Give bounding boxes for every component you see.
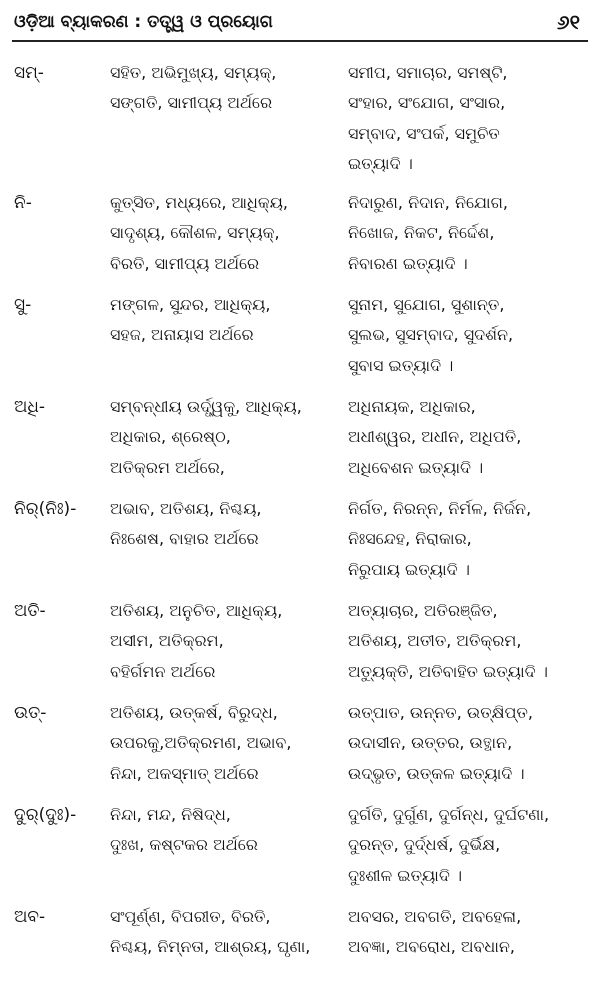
example-line: ନିଖୋଜ, ନିକଟ, ନିର୍ଦ୍ଦେଶ, — [348, 223, 495, 243]
example-line: ଉତ୍ପାତ, ଉନ୍ନତ, ଉତ୍କ୍ଷିପ୍ତ, — [348, 703, 534, 722]
prefix-term: ନି- — [14, 193, 32, 213]
meaning-column — [110, 58, 342, 119]
meaning-column — [110, 290, 342, 351]
prefix-term: ଅତି- — [14, 601, 46, 621]
meaning-line: ବହିର୍ଗମନ ଅର୍ଥରେ — [110, 661, 216, 681]
prefix-term: ସୁ- — [14, 295, 32, 315]
meaning-column — [110, 902, 342, 963]
meaning-line: ସଂପୂର୍ଣ୍ଣ, ବିପରୀତ, ବିରତି, — [110, 907, 271, 926]
meaning-line: ନିନ୍ଦା, ଅକସ୍ମାତ୍ ଅର୍ଥରେ — [110, 763, 259, 783]
example-line: ଉଦ୍ଭୃତ, ଉତ୍କଳ ଇତ୍ୟାଦି । — [348, 763, 525, 783]
meaning-line: ଅଭାବ, ଅତିଶୟ, ନିଶ୍ଚୟ, — [110, 499, 262, 518]
example-line: ସୁନାମ, ସୁଯୋଗ, ସୁଶାନ୍ତ, — [348, 295, 505, 314]
meaning-column — [110, 800, 342, 861]
example-line: ଅବଜ୍ଞା, ଅବରୋଧ, ଅବଧାନ, — [348, 937, 516, 957]
meaning-line: ସାଦୃଶ୍ୟ, କୌଶଳ, ସମ୍ୟକ୍, — [110, 223, 280, 243]
examples-column — [348, 800, 594, 891]
meaning-line: ଅତିକ୍ରମ ଅର୍ଥରେ, — [110, 457, 225, 477]
example-line: ଅତିଶୟ, ଅତୀତ, ଅତିକ୍ରମ, — [348, 631, 522, 651]
example-line: ଦୁଃଶୀଳ ଇତ୍ୟାଦି । — [348, 865, 463, 885]
prefix-term: ଅବ- — [14, 907, 46, 927]
example-line: ସମୀପ, ସମାଚାର, ସମଷ୍ଟି, — [348, 63, 508, 82]
example-line: ଉଦାସୀନ, ଉତ୍ତର, ଉତ୍ଥାନ, — [348, 733, 513, 753]
example-line: ନିବାରଣ ଇତ୍ୟାଦି । — [348, 253, 468, 273]
meaning-column — [110, 392, 342, 483]
example-line: ଅଧିନାୟକ, ଅଧିକାର, — [348, 397, 476, 416]
examples-column — [348, 58, 594, 179]
meaning-line: ସଙ୍ଗତି, ସାମୀପ୍ୟ ଅର୍ଥରେ — [110, 93, 273, 113]
prefix-term: ଅଧି- — [14, 397, 46, 417]
meaning-line: ବିରତି, ସାମୀପ୍ୟ ଅର୍ଥରେ — [110, 253, 260, 273]
book-title: ଓଡ଼ିଆ ବ୍ୟାକରଣ : ତତ୍ତ୍ୱ ଓ ପ୍ରୟୋଗ — [14, 12, 273, 32]
meaning-line: ସହିତ, ଅଭିମୁଖ୍ୟ, ସମ୍ୟକ୍, — [110, 63, 277, 82]
example-line: ଇତ୍ୟାଦି । — [348, 153, 413, 173]
meaning-column — [110, 698, 342, 789]
page-number: ୬୧ — [557, 10, 580, 34]
prefix-term: ନିର୍(ନିଃ)- — [14, 499, 77, 519]
examples-column — [348, 596, 594, 687]
meaning-line: ନିନ୍ଦା, ମନ୍ଦ, ନିଷିଦ୍ଧ, — [110, 805, 231, 824]
prefix-term: ସମ୍- — [14, 63, 44, 83]
header-rule — [12, 40, 588, 42]
running-header — [14, 10, 586, 40]
example-line: ସୁବାସ ଇତ୍ୟାଦି । — [348, 355, 454, 375]
example-line: ଅବସର, ଅବଗତି, ଅବହେଳା, — [348, 907, 522, 926]
examples-column — [348, 188, 594, 279]
example-line: ଦୁର୍ଗତି, ଦୁର୍ଗୁଣ, ଦୁର୍ଗନ୍ଧ, ଦୁର୍ଘଟଣା, — [348, 805, 550, 824]
examples-column — [348, 698, 594, 789]
prefix-term: ଉତ୍- — [14, 703, 47, 723]
meaning-line: ଅତିଶୟ, ଉତ୍କର୍ଷ, ବିରୁଦ୍ଧ, — [110, 703, 278, 722]
meaning-line: କୁତ୍ସିତ, ମଧ୍ୟରେ, ଆଧିକ୍ୟ, — [110, 193, 288, 212]
meaning-line: ମଙ୍ଗଳ, ସୁନ୍ଦର, ଆଧିକ୍ୟ, — [110, 295, 271, 314]
example-line: ନିରୁପାୟ ଇତ୍ୟାଦି । — [348, 559, 470, 579]
examples-column — [348, 494, 594, 585]
example-line: ଅତ୍ୟାଚାର, ଅତିରଞ୍ଜିତ, — [348, 601, 498, 620]
examples-column — [348, 290, 594, 381]
example-line: ନିଦାରୁଣ, ନିଦାନ, ନିଯୋଗ, — [348, 193, 508, 212]
example-line: ଦୁରନ୍ତ, ଦୁର୍ଦ୍ଧର୍ଷ, ଦୁର୍ଭିକ୍ଷ, — [348, 835, 501, 855]
example-line: ସମ୍ବାଦ, ସଂପର୍କ, ସମୁଚିତ — [348, 123, 500, 143]
examples-column — [348, 902, 594, 963]
meaning-column — [110, 494, 342, 555]
meaning-line: ଦୁଃଖ, କଷ୍ଟକର ଅର୍ଥରେ — [110, 835, 258, 855]
example-line: ସଂହାର, ସଂଯୋଗ, ସଂସାର, — [348, 93, 506, 113]
meaning-line: ଅତିଶୟ, ଅନୁଚିତ, ଆଧିକ୍ୟ, — [110, 601, 283, 620]
example-line: ଅତ୍ୟୁକ୍ତି, ଅତିବାହିତ ଇତ୍ୟାଦି । — [348, 661, 548, 681]
example-line: ନିର୍ଗତ, ନିରନ୍ନ, ନିର୍ମଳ, ନିର୍ଜନ, — [348, 499, 532, 518]
meaning-line: ଅସୀମ, ଅତିକ୍ରମ, — [110, 631, 224, 651]
meaning-line: ସହଜ, ଅନାୟାସ ଅର୍ଥରେ — [110, 325, 254, 345]
examples-column — [348, 392, 594, 483]
meaning-line: ନିଶ୍ଚୟ, ନିମ୍ନତା, ଆଶ୍ରୟ, ଘୃଣା, — [110, 937, 311, 957]
meaning-column — [110, 188, 342, 279]
meaning-column — [110, 596, 342, 687]
example-line: ନିଃସନ୍ଦେହ, ନିରାକାର, — [348, 529, 472, 549]
meaning-line: ନିଃଶେଷ, ବାହାର ଅର୍ଥରେ — [110, 529, 259, 549]
meaning-line: ଉପରକୁ,ଅତିକ୍ରମଣ, ଅଭାବ, — [110, 733, 292, 753]
example-line: ଅଧୀଶ୍ୱର, ଅଧୀନ, ଅଧିପତି, — [348, 427, 522, 447]
example-line: ଅଧିବେଶନ ଇତ୍ୟାଦି । — [348, 457, 484, 477]
example-line: ସୁଲଭ, ସୁସମ୍ବାଦ, ସୁଦର୍ଶନ, — [348, 325, 514, 345]
prefix-term: ଦୁର୍(ଦୁଃ)- — [14, 805, 77, 825]
meaning-line: ଅଧିକାର, ଶ୍ରେଷ୍ଠ, — [110, 427, 231, 447]
meaning-line: ସମ୍ବନ୍ଧୀୟ ଉର୍ଦ୍ଧ୍ୱକୁ, ଆଧିକ୍ୟ, — [110, 397, 302, 416]
